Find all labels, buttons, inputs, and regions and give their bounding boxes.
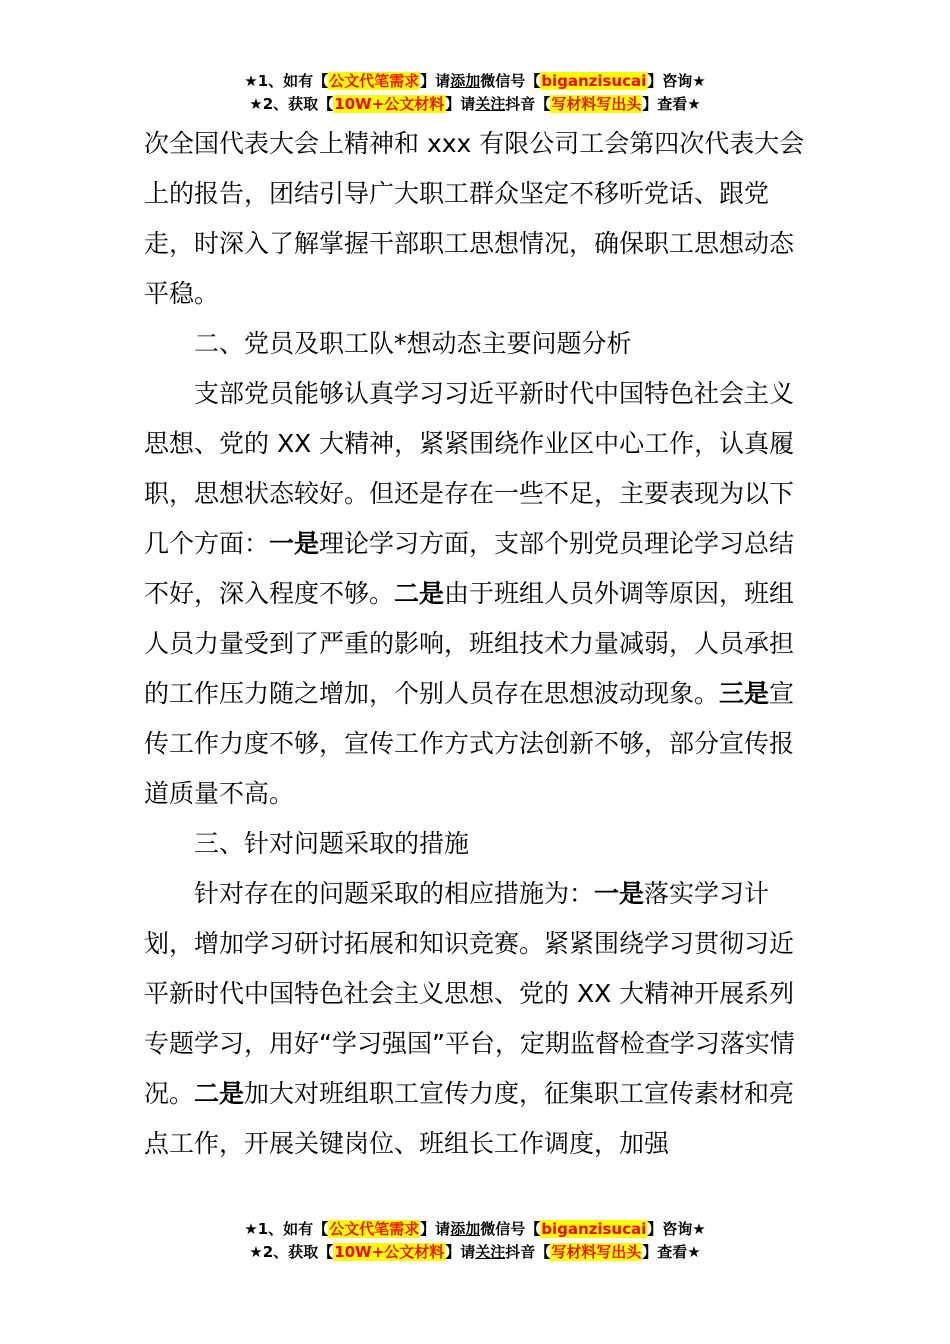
douyin-id: 写材料写出头 bbox=[551, 95, 642, 113]
banner-text: 】请 bbox=[420, 72, 451, 90]
banner-line-1 bbox=[0, 70, 950, 93]
paragraph-text: 针对存在的问题采取的相应措施为： bbox=[194, 879, 595, 908]
banner-underlined: 添加 bbox=[450, 1220, 481, 1238]
banner-underlined: 添加 bbox=[450, 72, 481, 90]
banner-highlight: 10W+公文材料 bbox=[334, 95, 445, 113]
banner-text: 】咨询★ bbox=[647, 1220, 706, 1238]
wechat-id: biganzisucai bbox=[541, 72, 647, 90]
paragraph-continued: 次全国代表大会上精神和 xxx 有限公司工会第四次代表大会上的报告，团结引导广大职工群众坚定不移听党话、跟党走，时深入了解掌握干部职工思想情况，确保职工思想动态平稳。 bbox=[144, 129, 805, 308]
banner-text: ★1、如有【 bbox=[244, 72, 329, 90]
paragraph-text: 由于班组人员外调等原因，班组人员力量受到了严重的影响，班组技术力量减弱，人员承担的工作压力随之增加，个别人员存在思想波动现象。 bbox=[144, 579, 795, 708]
section-heading-3: 三、针对问题采取的措施 bbox=[194, 829, 470, 858]
paragraph-measures bbox=[144, 869, 808, 1169]
banner-line-2 bbox=[0, 1241, 950, 1264]
bold-marker: 三是 bbox=[719, 679, 770, 708]
section-heading-2: 二、党员及职工队*想动态主要问题分析 bbox=[194, 329, 632, 358]
paragraph-text: 宣传工作力度不够，宣传工作方式方法创新不够，部分宣传报道质量不高。 bbox=[144, 679, 795, 808]
banner-text: 】请 bbox=[445, 95, 476, 113]
banner-underlined: 关注 bbox=[475, 1243, 506, 1261]
header-banner bbox=[0, 70, 950, 116]
wechat-id: biganzisucai bbox=[541, 1220, 647, 1238]
bold-marker: 一是 bbox=[269, 529, 320, 558]
douyin-id: 写材料写出头 bbox=[551, 1243, 642, 1261]
bold-marker: 二是 bbox=[194, 1079, 245, 1108]
paragraph-text: 落实学习计划，增加学习研讨拓展和知识竞赛。紧紧围绕学习贯彻习近平新时代中国特色社会主义思想、党的 XX 大精神开展系列专题学习，用好“学习强国”平台，定期监督检查学习落实情况。 bbox=[144, 879, 795, 1108]
banner-text: ★2、获取【 bbox=[249, 95, 334, 113]
banner-text: 】查看★ bbox=[642, 1243, 701, 1261]
banner-highlight: 10W+公文材料 bbox=[334, 1243, 445, 1261]
banner-line-2 bbox=[0, 93, 950, 116]
banner-text: 】请 bbox=[420, 1220, 451, 1238]
paragraph-text: 理论学习方面，支部个别党员理论学习总结不好，深入程度不够。 bbox=[144, 529, 795, 608]
banner-text: ★1、如有【 bbox=[244, 1220, 329, 1238]
banner-text: ★2、获取【 bbox=[249, 1243, 334, 1261]
banner-text: 抖音【 bbox=[505, 1243, 551, 1261]
bold-marker: 一是 bbox=[594, 879, 645, 908]
banner-highlight: 公文代笔需求 bbox=[329, 1220, 420, 1238]
banner-highlight: 公文代笔需求 bbox=[329, 72, 420, 90]
footer-banner bbox=[0, 1218, 950, 1264]
banner-text: 】查看★ bbox=[642, 95, 701, 113]
banner-text: 微信号【 bbox=[480, 72, 541, 90]
banner-text: 】请 bbox=[445, 1243, 476, 1261]
banner-underlined: 关注 bbox=[475, 95, 506, 113]
paragraph-problems bbox=[144, 369, 808, 819]
banner-text: 抖音【 bbox=[505, 95, 551, 113]
paragraph-text: 支部党员能够认真学习习近平新时代中国特色社会主义思想、党的 XX 大精神，紧紧围绕作业区中心工作，认真履职，思想状态较好。但还是存在一些不足，主要表现为以下几个方面： bbox=[144, 379, 795, 558]
document-body bbox=[144, 119, 808, 1169]
banner-text: 微信号【 bbox=[480, 1220, 541, 1238]
banner-line-1 bbox=[0, 1218, 950, 1241]
bold-marker: 二是 bbox=[394, 579, 445, 608]
banner-text: 】咨询★ bbox=[647, 72, 706, 90]
paragraph-text: 加大对班组职工宣传力度，征集职工宣传素材和亮点工作，开展关键岗位、班组长工作调度，加强 bbox=[144, 1079, 795, 1158]
